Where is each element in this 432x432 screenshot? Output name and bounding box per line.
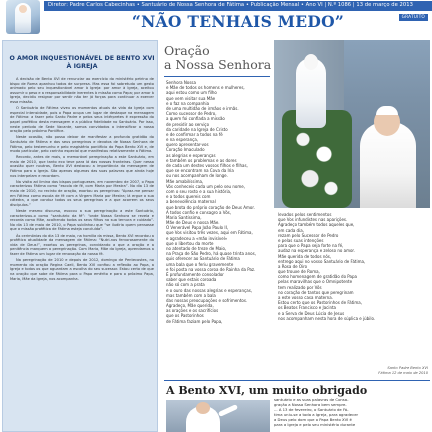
prayer-signature [278,366,428,375]
prayer-title-line: Oração [164,43,210,58]
editorial-paragraph: Na peregrinação de 2010 e depois de 2012, domingo de Pentecostes, no momento da oração Regina Caeli, Bento XVI confiou a reflexão ao Papa, a Igreja e todos os que aguardam a escolha do seu sucessor. Estou certo de que na oração que sobe de Fátima para o Papa emérito e para o próximo Papa, Maria, Mãe da Igreja, nos acompanha. [10,258,154,281]
text-line: a Deus pelo dom que o Papa Bento XVI é [274,417,352,422]
text-line: levados pelos sentimentos [278,212,332,217]
text-line: e na esperança, [166,137,199,143]
text-line: A todos confio e consagro a Vós, [166,209,231,215]
text-line: Maria Santíssima, [166,214,202,220]
text-line: que trouxe de Roma, [278,269,320,275]
editorial-paragraph: A decisão de Bento XVI de renunciar ao exercício do ministério petrino de bispo de Roma apanhou todos de surpresa. Mas essa foi sobretudo um gesto animado pelo seu inquestionável amor à Igreja: por amor à Igreja, aceitou assumir o peso e a responsabilidade inerentes à missão como Papa; por amor à Igreja, decidiu resignar por sentir não ter já forças para continuar a exercer essa missão. [10,77,154,104]
text-line: entrego aqui no vosso Santuário de Fátima, [278,258,366,264]
prayer-title [164,44,271,71]
editorial-paragraph: O Santuário de Fátima viveu os momentos atuais da vida da Igreja com especial intensidade, pois o Papa ocupa um lugar de destaque na mensagem de Fátima: a fazer pelo Santo Padre e pelos seus intérpretes é expressão do papel profético desta mensagem e a pública fidelidade no Santuário. Por isso, neste período de Sede Vacante, somos convidados a intensificar a nossa oração pelo próximo Pontífice. [10,106,154,134]
photo-statue-head [304,54,318,70]
text-line: e a Serva de Deus Lúcia de Jesus [278,310,345,316]
logo-head [19,5,27,13]
photo-pope-cap [376,106,398,115]
masthead-title: “NÃO TENHAIS MEDO” [131,12,345,31]
text-line: Coração Imaculado [166,147,205,153]
editorial-title: O AMOR INQUESTIONÁVEL DE BENTO XVI À IGREJA [9,55,155,70]
text-line: de Fátima faziam pelo Papa, [166,318,223,324]
prayer-title-rule [164,76,270,77]
text-line: não só com a prata [166,282,205,288]
text-line: pelas maravilhas que o Omnipotente [278,279,353,285]
text-line: Agradeço, Mãe querida, [166,303,214,309]
text-line: quis oferecer ao Santuário de Fátima [166,256,240,262]
text-line: Senhora Nossa [166,80,196,85]
bottom-article-title: A Bento XVI, um muito obrigado [166,384,368,397]
text-line: no atentado de treze de Maio, [166,246,227,251]
text-line: a este vosso casa materna. [278,295,333,300]
text-line: ... A 13 de fevereiro, o Santuário de Fá- [274,407,349,412]
text-line: e também os problemas e as dores [166,157,237,163]
text-line: de presidir ao serviço [166,121,210,127]
bottom-article-photo [166,400,270,432]
text-line: Mãe querida de todos nós, [278,253,332,259]
text-line: Vós conheceis cada um pelo seu nome, [166,183,245,189]
text-line: Mãe amabilíssima, [166,178,204,184]
text-line: mas também com a bala [166,292,216,298]
text-line: É profundamente consolador [166,271,224,277]
text-line: e o faz na companhia [166,100,210,106]
logo [6,0,40,34]
text-line: santuário e as suas palavras de Consa- [274,398,349,402]
signature-name: Santo Padre Bento XVI [387,366,428,370]
prayer-text [166,80,286,324]
text-line: no coração de tantos que peregrinam [278,289,354,295]
text-line: de cada um destes vossos filhos e filhas, [166,163,248,168]
text-line: Como sucessor de Pedro, [166,111,217,117]
editorial-box [2,40,158,432]
text-line: os Beatos Francisco e Jacinta [278,305,337,311]
text-line: de uma multidão de irmãos e irmãs. [166,105,239,111]
bottom-photo-head [196,402,210,414]
text-line: a benevolência maternal [166,199,216,205]
text-line: e agradeceu a «mão invisível» [166,235,228,241]
text-line: aqui estou como um filho [166,90,217,96]
text-line: Estou certo que os Pastorinhos de Fátima, [278,300,363,306]
text-line: que os Pastorinhos [166,313,204,319]
text-line: O Venerável Papa João Paulo II, [166,225,229,231]
text-line: gração a Nossa Senhora bem sempre- [274,402,347,407]
text-line: na Praça de São Pedro, há quase trinta anos, [166,251,256,257]
text-line: para que o Papa seja forte na fé, [278,243,344,249]
text-line: que o libertou da morte [166,240,214,246]
editorial-paragraph: Na visita ad limina dos bispos portugueses, em novembro de 2007, o Papa caracterizou Fátima como “escola de fé, com Maria por Mestra”. No dia 13 de maio de 2010, no recinto de oração, exortou os peregrinos: “Apraz-me pensar em Fátima como escola de fé com a Virgem Maria por Mestra; lá ergue a sua cátedra, a que conduz todos os seus peregrinos e a que acorrem os seus discípulos.” [10,179,154,207]
text-line: ou nos acompanham de longe. [166,173,228,179]
pope-statue-photo [274,40,430,208]
bottom-photo-arm [218,404,238,417]
text-line: e de confirmar a todos na fé [166,131,223,137]
text-line: que vem visitar sua Mãe [166,95,216,101]
text-line: que brota do próprio coração de Deus Amor. [166,204,255,210]
text-line: Mãe de Deus e nossa Mãe. [166,220,220,226]
header-topline: Diretor: Padre Carlos Cabecinhas • Santuário de Nossa Senhora de Fátima • Publicação Mensal • Ano VI | N.º 1086 | 13 de março de 2013 [48,2,413,8]
text-line: que Vos infundistes nas aparições. [278,217,348,223]
text-line: tem realizado por Vós [278,284,322,290]
free-badge: GRATUITO [399,14,428,21]
text-line: a Rosa de Oiro [278,263,308,269]
text-line: Agradeço também todos aqueles que, [278,222,355,228]
text-line: as orações e os sacrifícios [166,308,219,314]
editorial-paragraph: Neste mesmo discurso, evocou a sua peregrinação a este Santuário, caracterizou-o como “santuário da fé”: “onde Nossa Senhora se revela e recorda como Mãe, acolhendo todos os seus filhos na sua ternura e cuidado”. No dia 13 de maio de 2010, o Papa sublinhou que “se iludiria quem pensasse que a missão profética de Fátima esteja concluída”. [10,209,154,232]
prayer-text-continued [278,212,428,321]
text-line: nos acompanham nesta hora de súplica e júbilo. [278,315,376,321]
text-line: que se encontram na Cova da Iria [166,168,234,174]
text-line: com o seu rosto e a sua história, [166,188,232,194]
bottom-article-text [274,398,430,428]
text-line: as alegrias e esperanças [166,152,216,158]
editorial-paragraph: Recordo, antes de mais, o memorável peregrinação a este Santuário, em maio de 2010, que tanto eco teve para lá das nossas fronteiras. Quer nessa ocasião quer noutras, Bento XVI destacou a importância da mensagem de Fátima para a Igreja. São apenas algumas das suas palavras que ainda hoje nos interpelam e recordam. [10,155,154,178]
text-line: e foi posta na vossa coroa de Rainha da Paz. [166,266,256,272]
text-line: a quem foi confiada a missão [166,116,225,122]
text-line: das nossas preocupações e sofrimentos. [166,297,248,303]
text-line: audaz na esperança e zeloso no amor. [278,248,355,254]
text-line: da caridade na Igreja de Cristo [166,126,228,132]
text-line: uma bala que o feriu gravemente [166,261,234,267]
text-line: tima uniu-se a toda a Igreja, para agradecer [274,412,359,417]
editorial-paragraph: Neste ocasião, não posso deixar de manifestar a profunda gratidão do Santuário de Fátima e dos seus peregrinos e devotos de Nossa Senhora de Fátima, pelo testemunho e pelo magistério pontifício do Papa Bento XVI e, de modo particular, pelo carinho especial que manifestou relativamente a Fátima. [10,135,154,154]
text-line: para a Igreja e pelo seu ministério durante [274,422,356,427]
text-line: saber que estais coroada [166,277,217,283]
text-line: em cada dia, [278,227,304,233]
text-line: e pelas suas intenções [278,237,324,243]
bottom-rule [164,380,430,381]
text-line: que Vos visitou três vezes, aqui em Fátima, [166,230,253,236]
prayer-title-line: a Nossa Senhora [164,56,272,72]
text-line: rezam pelo Sucessor de Pedro [278,232,339,238]
editorial-paragraph: Às cerimónias do dia 13 de maio, na homilia da missa, Bento XVI recordou a profética atualidade da mensagem de Fátima: “Nutri-nos fervorosamente da vida de Deus!”, exortou os peregrinos, convidando a que a oração e a penitência marquem a peregrinação. Com Maria, Mãe da Igreja, aprendamos a fazer de Fátima um lugar de renovação da nossa fé. [10,233,154,256]
text-line: quero apresentar-vos [166,142,209,148]
text-line: como homenagem de gratidão do Papa [278,274,357,280]
editorial-body [10,77,154,283]
text-line: e a todos quereis com [166,194,211,200]
header [0,0,432,36]
text-line: e Mãe de todos os homens e mulheres, [166,85,245,91]
signature-date: Fátima 12 de maio de 2010 [378,370,428,375]
text-line: e o ouro das nossas alegrias e esperanças, [166,287,253,293]
